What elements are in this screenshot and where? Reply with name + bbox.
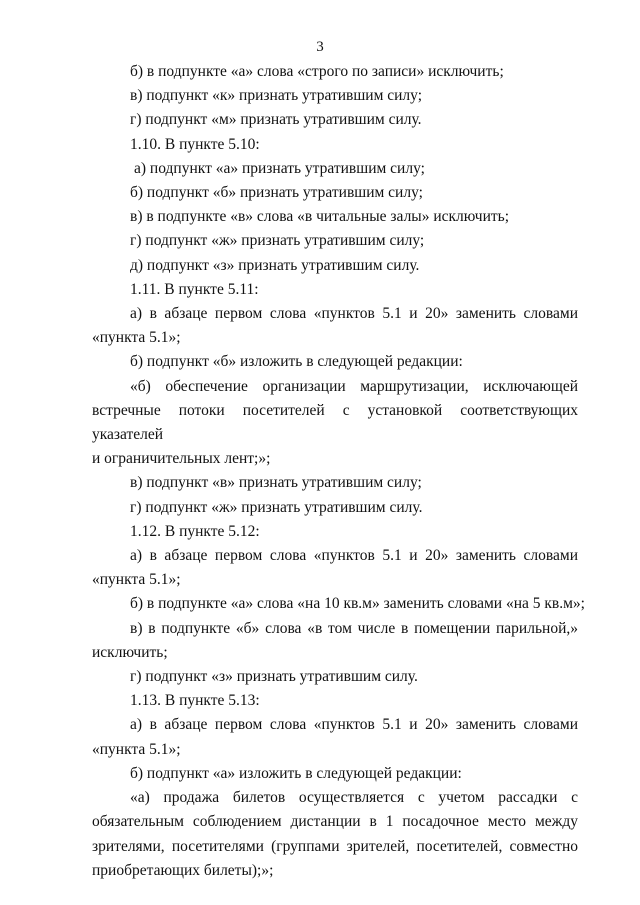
text-line: 1.13. В пункте 5.13: <box>130 692 260 710</box>
text-line: б) в подпункте «а» слова «на 10 кв.м» заменить словами «на 5 кв.м»; <box>130 595 585 613</box>
text-line: б) подпункт «б» изложить в следующей редакции: <box>130 353 463 371</box>
text-line: а) подпункт «а» признать утратившим силу; <box>134 159 425 177</box>
text-line: 1.10. В пункте 5.10: <box>130 135 260 153</box>
text-line: «а) продажа билетов осуществляется с учетом рассадки с <box>130 789 578 807</box>
text-line: исключить; <box>92 643 168 661</box>
text-line: в) подпункт «к» признать утратившим силу; <box>130 87 423 105</box>
text-line: 1.12. В пункте 5.12: <box>130 522 260 540</box>
document-body <box>92 60 585 883</box>
text-line: зрителями, посетителями (группами зрителей, посетителей, совместно <box>92 837 578 855</box>
text-line: г) подпункт «м» признать утратившим силу. <box>130 111 422 129</box>
text-line: д) подпункт «з» признать утратившим силу. <box>130 256 420 274</box>
text-line: обязательным соблюдением дистанции в 1 посадочное место между <box>92 813 578 831</box>
text-line: «пункта 5.1»; <box>92 329 181 347</box>
text-line: 1.11. В пункте 5.11: <box>130 280 259 298</box>
text-line: «пункта 5.1»; <box>92 571 181 589</box>
text-line: г) подпункт «з» признать утратившим силу. <box>130 668 418 686</box>
page-number: 3 <box>316 39 324 55</box>
text-line: в) в подпункте «б» слова «в том числе в помещении парильной,» <box>130 619 578 637</box>
text-line: а) в абзаце первом слова «пунктов 5.1 и 20» заменить словами <box>130 716 578 734</box>
text-line: г) подпункт «ж» признать утратившим силу. <box>130 498 423 516</box>
text-line: г) подпункт «ж» признать утратившим силу; <box>130 232 425 250</box>
text-line: встречные потоки посетителей с установкой соответствующих указателей <box>92 401 578 444</box>
text-line: приобретающих билеты);»; <box>92 861 274 879</box>
text-line: в) в подпункте «в» слова «в читальные залы» исключить; <box>130 208 510 226</box>
text-line: б) подпункт «б» признать утратившим силу; <box>130 184 423 202</box>
text-line: б) подпункт «а» изложить в следующей редакции: <box>130 764 462 782</box>
text-line: «б) обеспечение организации маршрутизации, исключающей <box>130 377 578 395</box>
text-line: б) в подпункте «а» слова «строго по записи» исключить; <box>130 63 504 80</box>
text-line: «пункта 5.1»; <box>92 740 181 758</box>
text-line: и ограничительных лент;»; <box>92 450 271 468</box>
text-line: в) подпункт «в» признать утратившим силу; <box>130 474 422 492</box>
text-line: а) в абзаце первом слова «пунктов 5.1 и 20» заменить словами <box>130 305 578 323</box>
text-line: а) в абзаце первом слова «пунктов 5.1 и 20» заменить словами <box>130 547 578 565</box>
